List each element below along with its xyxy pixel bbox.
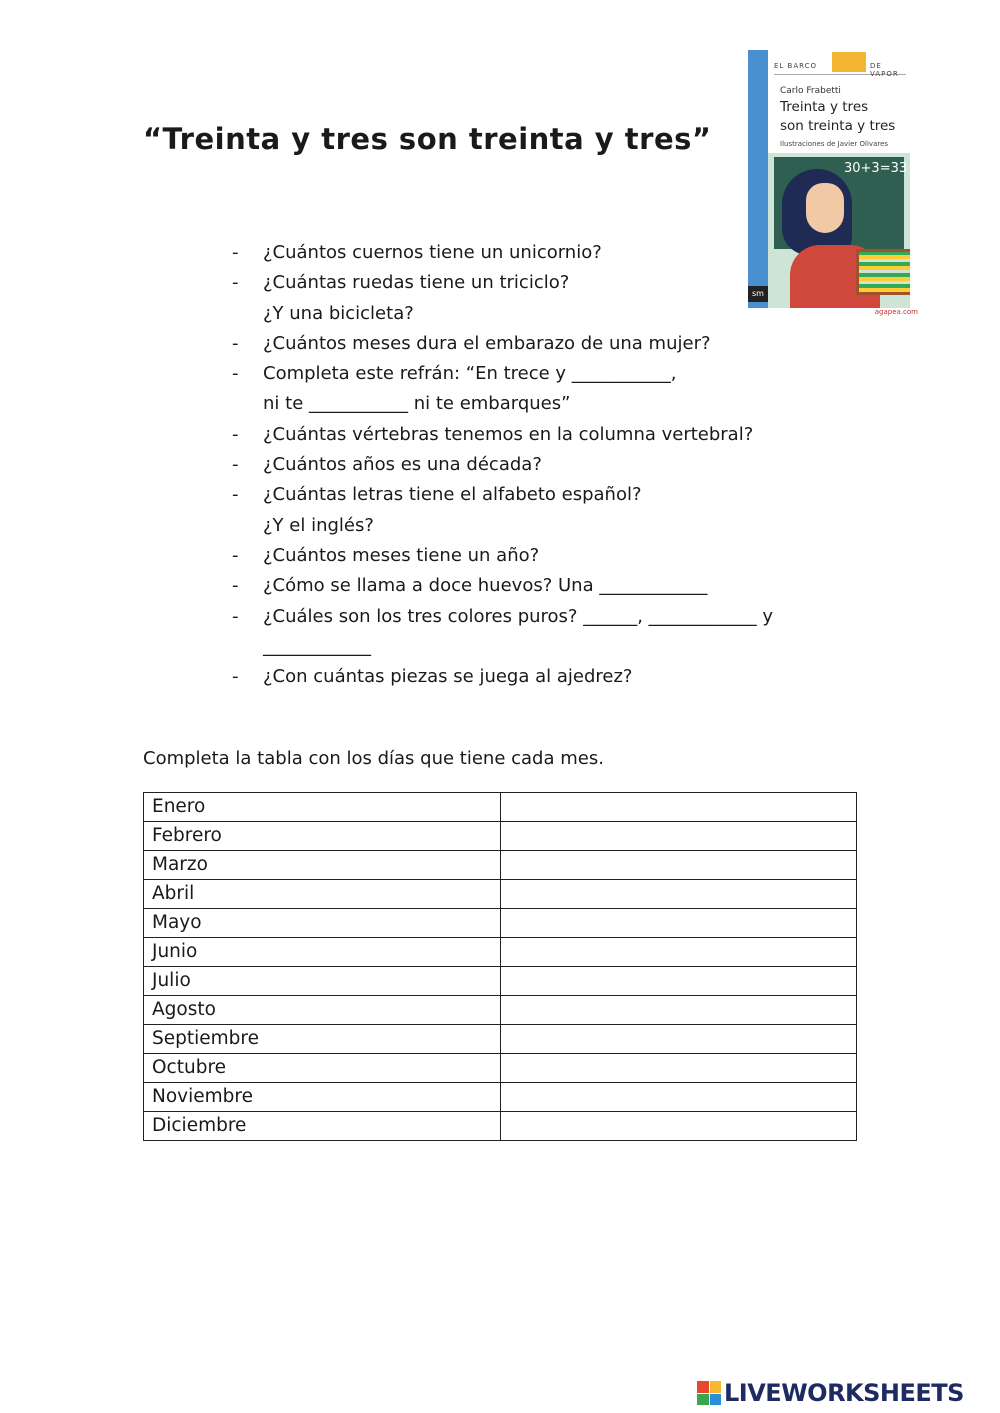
question-text: ____________ [263, 635, 371, 657]
question-text: ¿Cuántos años es una década? [263, 454, 542, 476]
days-answer-cell[interactable] [501, 880, 857, 909]
question-text: Completa este refrán: “En trece y ___________, [263, 363, 677, 385]
chalkboard: 30+3=33 [774, 157, 904, 249]
mark-square [697, 1381, 709, 1393]
mark-square [710, 1381, 722, 1393]
question-line [232, 389, 872, 419]
liveworksheets-mark-icon [697, 1381, 721, 1405]
bullet-dash: - [232, 332, 239, 354]
question-line [232, 571, 872, 601]
month-name: Julio [144, 967, 501, 996]
days-answer-cell[interactable] [501, 793, 857, 822]
bullet-dash: - [232, 575, 239, 597]
bullet-dash: - [232, 666, 239, 688]
table-row [144, 1054, 857, 1083]
question-line [232, 268, 872, 298]
table-row [144, 880, 857, 909]
days-answer-cell[interactable] [501, 1025, 857, 1054]
question-text: ¿Y el inglés? [263, 514, 374, 536]
bullet-dash: - [232, 423, 239, 445]
question-line [232, 420, 872, 450]
question-text: ¿Cuántos meses tiene un año? [263, 544, 540, 566]
month-name: Septiembre [144, 1025, 501, 1054]
days-answer-cell[interactable] [501, 967, 857, 996]
bullet-dash: - [232, 544, 239, 566]
question-text: ¿Cuántas letras tiene el alfabeto español? [263, 484, 642, 506]
month-name: Abril [144, 880, 501, 909]
question-line [232, 602, 872, 632]
book-title: Treinta y tres son treinta y tres [780, 99, 896, 134]
question-text: ¿Y una bicicleta? [263, 302, 414, 324]
table-row [144, 851, 857, 880]
mark-square [710, 1394, 722, 1406]
days-answer-cell[interactable] [501, 938, 857, 967]
days-answer-cell[interactable] [501, 1112, 857, 1141]
question-text: ¿Cómo se llama a doce huevos? Una ____________ [263, 575, 708, 597]
table-row [144, 1083, 857, 1112]
month-name: Noviembre [144, 1083, 501, 1112]
teacher-face [806, 183, 844, 233]
month-name: Agosto [144, 996, 501, 1025]
table-row [144, 1025, 857, 1054]
month-name: Enero [144, 793, 501, 822]
bullet-dash: - [232, 363, 239, 385]
liveworksheets-logo [697, 1376, 964, 1410]
question-line [232, 632, 872, 662]
question-line [232, 329, 872, 359]
question-list [232, 238, 872, 692]
bullet-dash: - [232, 272, 239, 294]
question-line [232, 480, 872, 510]
series-band: EL BARCO DE VAPOR [774, 56, 906, 75]
logo-text: LIVEWORKSHEETS [724, 1379, 964, 1407]
worksheet-title: “Treinta y tres son treinta y tres” [143, 122, 712, 156]
mark-square [697, 1394, 709, 1406]
month-name: Octubre [144, 1054, 501, 1083]
bullet-dash: - [232, 484, 239, 506]
table-row [144, 822, 857, 851]
question-line [232, 450, 872, 480]
table-instruction: Completa la tabla con los días que tiene cada mes. [143, 748, 604, 769]
question-text: ni te ___________ ni te embarques” [263, 393, 571, 415]
book-author: Carlo Frabetti [780, 86, 841, 96]
table-row [144, 793, 857, 822]
month-name: Marzo [144, 851, 501, 880]
question-text: ¿Cuántos meses dura el embarazo de una mujer? [263, 332, 711, 354]
table-row [144, 967, 857, 996]
table-row [144, 1112, 857, 1141]
table-row [144, 909, 857, 938]
month-name: Junio [144, 938, 501, 967]
bullet-dash: - [232, 454, 239, 476]
days-answer-cell[interactable] [501, 851, 857, 880]
days-answer-cell[interactable] [501, 996, 857, 1025]
month-name: Febrero [144, 822, 501, 851]
question-line [232, 359, 872, 389]
question-line [232, 511, 872, 541]
table-row [144, 996, 857, 1025]
days-answer-cell[interactable] [501, 1083, 857, 1112]
days-answer-cell[interactable] [501, 1054, 857, 1083]
question-line [232, 238, 872, 268]
question-text: ¿Cuántas ruedas tiene un triciclo? [263, 272, 570, 294]
book-illustrator: Ilustraciones de Javier Olivares [780, 140, 889, 148]
question-text: ¿Cuántas vértebras tenemos en la columna vertebral? [263, 423, 754, 445]
watermark: agapea.com [874, 308, 918, 316]
month-name: Diciembre [144, 1112, 501, 1141]
ship-icon [832, 52, 866, 72]
question-text: ¿Cuántos cuernos tiene un unicornio? [263, 242, 602, 263]
question-line [232, 299, 872, 329]
question-line [232, 662, 872, 692]
bullet-dash: - [232, 242, 239, 263]
publisher-logo: sm [748, 286, 768, 302]
days-answer-cell[interactable] [501, 909, 857, 938]
month-name: Mayo [144, 909, 501, 938]
question-line [232, 541, 872, 571]
question-text: ¿Con cuántas piezas se juega al ajedrez? [263, 666, 633, 688]
question-text: ¿Cuáles son los tres colores puros? ______, ____________ y [263, 605, 774, 627]
table-row [144, 938, 857, 967]
months-table [143, 792, 857, 1141]
days-answer-cell[interactable] [501, 822, 857, 851]
bullet-dash: - [232, 605, 239, 627]
